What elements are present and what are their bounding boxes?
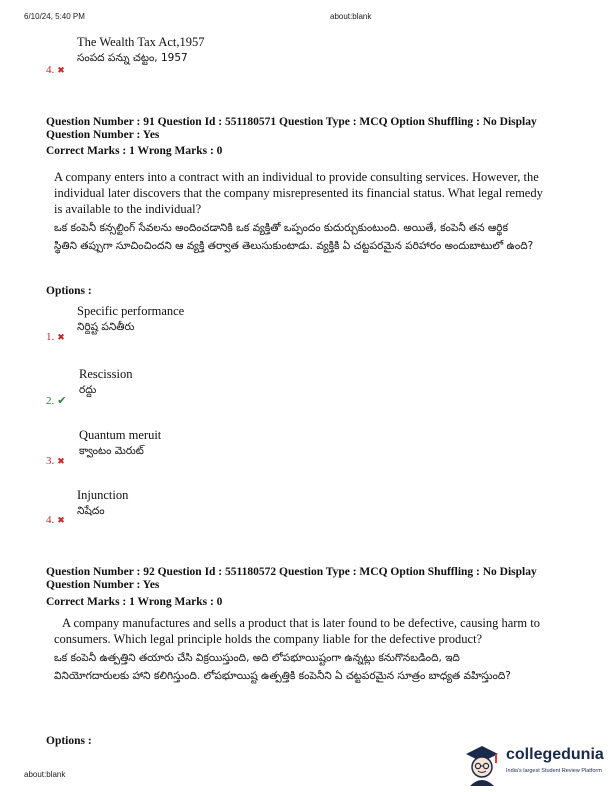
footer-url: about:blank [24, 770, 66, 779]
q91-option2-number: 2. ✔ [46, 394, 67, 407]
q91-text-te: ఒక కంపెనీ కన్సల్టింగ్ సేవలను అందించడానికి ఒక వ్యక్తితో ఒప్పందం కుదుర్చుకుంటుంది. అయితే, కంపెనీ తన ఆర్థిక స్థితిని తప్పుగా సూచించిందని ఆ వ్యక్తి తర్వాత తెలుసుకుంటాడు. వ్యక్తికి ఏ చట్టపరమైన పరిహారం అందుబాటులో ఉంది? [54, 222, 534, 252]
q92-text-te: ఒక కంపెనీ ఉత్పత్తిని తయారు చేసి విక్రయిస్తుంది, అది లోపభూయిష్టంగా ఉన్నట్లు కనుగొనబడింది, ఇది వినియోగదారులకు హాని కలిగిస్తుంది. లోపభూయిష్ట ఉత్పత్తికి కంపెనీని ఏ చట్టపరమైన సూత్రం బాధ్యత వహిస్తుంది? [54, 652, 511, 682]
q91-option3-text-te: క్వాంటం మెరుట్ [79, 445, 144, 457]
q92-meta-line1: Question Number : 92 Question Id : 551180572 Question Type : MCQ Option Shuffling : No Display [46, 566, 537, 578]
brand-tagline: India's largest Student Review Platform [506, 768, 602, 774]
q91-option4-text-te: నిషేదం [77, 505, 105, 517]
check-icon: ✔ [57, 394, 67, 407]
q91-option4-text-en: Injunction [77, 488, 129, 502]
q91-options-label: Options : [46, 285, 92, 297]
q91-meta-line2: Question Number : Yes [46, 129, 160, 141]
q91-option3-number: 3. ✖ [46, 455, 65, 467]
q92-body [54, 615, 544, 685]
q91-option4-number: 4. ✖ [46, 514, 65, 526]
q92-text-en: A company manufactures and sells a product that is later found to be defective, causing harm to consumers. Which legal principle holds the company liable for the defective product? [54, 616, 540, 646]
print-datetime: 6/10/24, 5:40 PM [24, 12, 85, 21]
q91-option1-text-te: నిర్దిష్ట పనితీరు [77, 321, 135, 333]
cross-icon: ✖ [57, 66, 65, 76]
prev-option-text-te: సంపద పన్ను చట్టం, 1957 [77, 52, 188, 64]
print-url: about:blank [330, 12, 372, 21]
q91-text-en: A company enters into a contract with an individual to provide consulting services. However, the individual later discovers that the company misrepresented its financial status. What legal remedy is available to the individual? [54, 170, 543, 216]
cross-icon: ✖ [57, 457, 65, 467]
q91-option1-number: 1. ✖ [46, 331, 65, 343]
q92-marks: Correct Marks : 1 Wrong Marks : 0 [46, 596, 223, 608]
cross-icon: ✖ [57, 333, 65, 343]
q91-body [54, 169, 544, 255]
graduate-mascot-icon [462, 742, 502, 786]
q92-meta-line2: Question Number : Yes [46, 579, 160, 591]
q91-option2-text-te: రద్దు [79, 384, 97, 396]
prev-option-text-en: The Wealth Tax Act,1957 [77, 35, 205, 49]
prev-option-number: 4. ✖ [46, 64, 65, 76]
brand-name: collegedunia [506, 746, 604, 763]
q91-option2-text-en: Rescission [79, 367, 133, 381]
q91-marks: Correct Marks : 1 Wrong Marks : 0 [46, 145, 223, 157]
q91-option1-text-en: Specific performance [77, 304, 185, 318]
q91-option3-text-en: Quantum meruit [79, 428, 162, 442]
collegedunia-logo [462, 742, 612, 788]
q91-meta-line1: Question Number : 91 Question Id : 551180571 Question Type : MCQ Option Shuffling : No Display [46, 116, 537, 128]
q92-options-label: Options : [46, 735, 92, 747]
cross-icon: ✖ [57, 516, 65, 526]
